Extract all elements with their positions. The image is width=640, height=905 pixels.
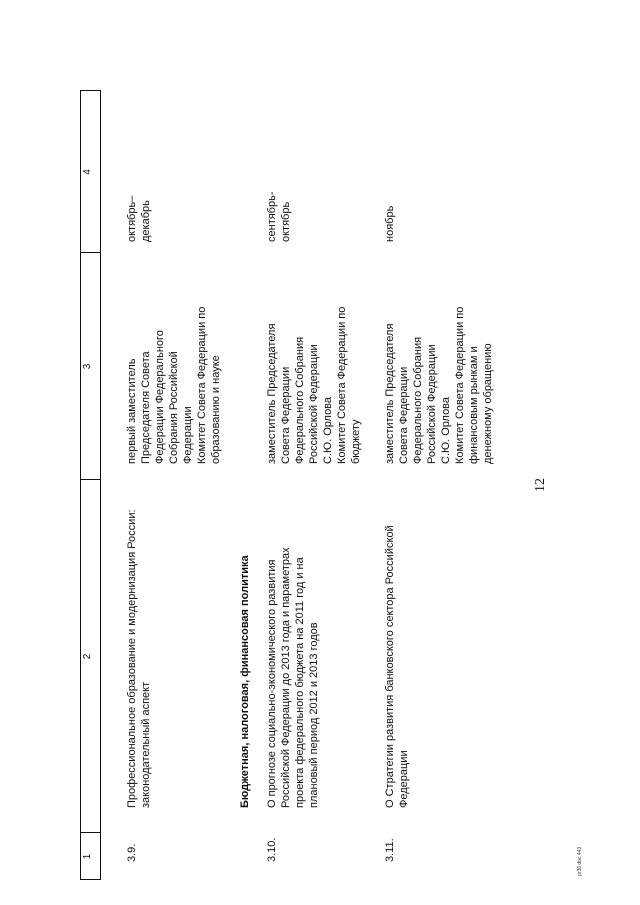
row-topic: О Стратегии развития банковского сектора Российской Федерации	[384, 525, 410, 808]
header-col-1: 1	[82, 853, 93, 860]
section-heading: Бюджетная, налоговая, финансовая политика	[239, 555, 251, 808]
row-responsible: заместитель Председателя Совета Федерации Федерального Собрания Российской Федерации С.Ю. Орлова Комитет Совета Федерации по финансовым рынкам и денежному обращению	[384, 306, 494, 464]
row-period: октябрь– декабрь	[126, 195, 152, 242]
table-top-border	[80, 90, 81, 880]
rotated-document-page	[80, 90, 600, 880]
row-responsible: заместитель Председателя Совета Федерации Федерального Собрания Российской Федерации С.Ю. Орлова Комитет Совета Федерации по бюджету	[266, 306, 362, 464]
row-number: 3.9.	[126, 843, 138, 862]
row-number: 3.10.	[266, 837, 278, 862]
row-period: ноябрь	[384, 205, 396, 242]
page-number: 12	[533, 478, 548, 492]
row-topic: Профессиональное образование и модернизация России: законодательный аспект	[126, 509, 152, 808]
header-col-4: 4	[82, 169, 93, 175]
row-topic: О прогнозе социально-экономического развития Российской Федерации до 2013 года и параметрах проекта федерального бюджета на 2011 год и на плановый период 2012 и 2013 годов	[266, 547, 320, 808]
row-period: сентябрь- октябрь	[266, 191, 292, 242]
table-header-bottom-border	[100, 90, 101, 880]
header-col-2: 2	[82, 653, 93, 660]
footer-code: pr36 doc 443	[577, 846, 583, 876]
row-responsible: первый заместитель Председателя Совета Федерации Федерального Собрания Российской Федерации Комитет Совета Федерации по образованию и науке	[126, 306, 222, 464]
row-number: 3.11.	[384, 838, 396, 862]
header-col-3: 3	[82, 363, 93, 370]
